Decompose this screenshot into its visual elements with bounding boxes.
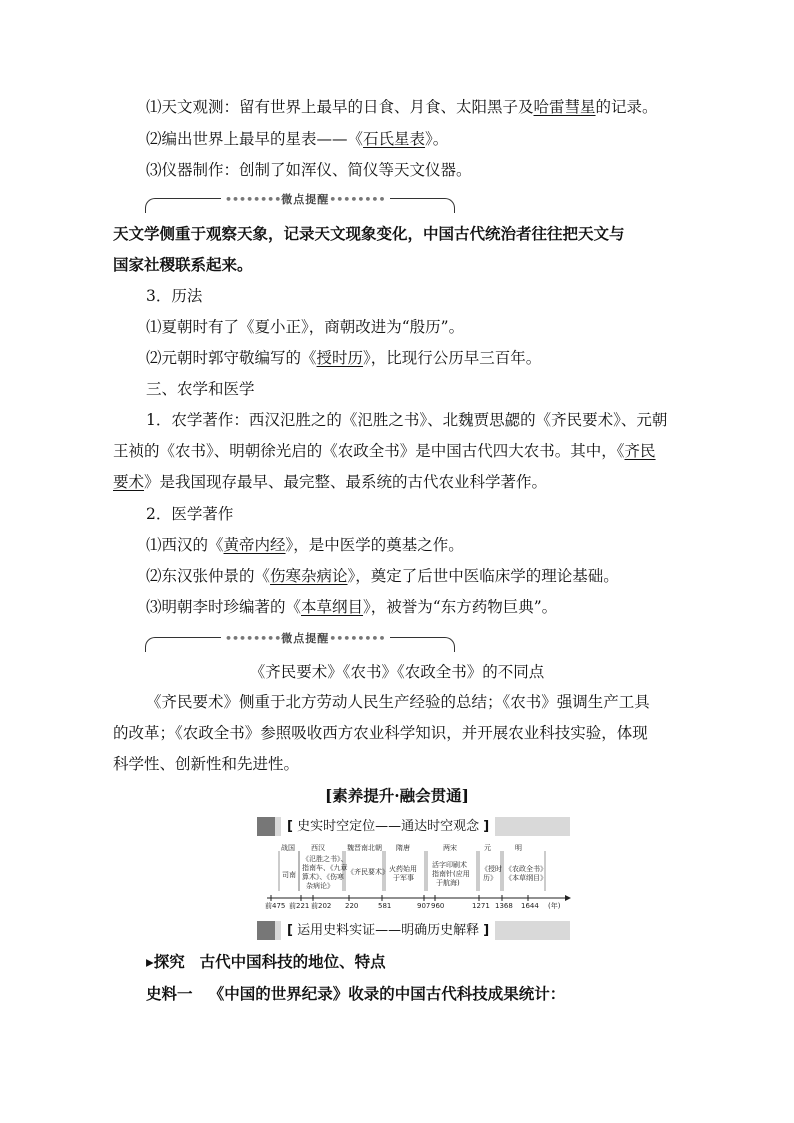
astronomy-item-3: ⑶仪器制作：创制了如浑仪、简仪等天文仪器。 (146, 161, 472, 179)
year-label: 907 (417, 902, 431, 910)
year-label: 581 (378, 902, 392, 910)
tip2-line-3: 科学性、创新性和先进性。 (113, 755, 300, 773)
banner-text: [ 运用史料实证——明确历史解释 ] (281, 921, 495, 940)
timeline-note: 指南针(应用 (432, 870, 470, 878)
timeline-note: 于航海) (436, 879, 460, 887)
era-label: 元 (484, 844, 491, 852)
star-catalog-term: 石氏星表 (363, 130, 426, 148)
tip-label: ••••••••微点提醒•••••••• (221, 630, 390, 646)
tip2-line-2: 的改革；《农政全书》参照吸收西方农业科学知识，并开展农业科技实验，体现 (113, 724, 648, 742)
shoushi-calendar-term: 授时历 (316, 349, 364, 367)
year-label: 220 (345, 902, 359, 910)
qimin-term-part2: 要术 (113, 473, 145, 491)
banner-sources (257, 921, 570, 940)
era-label: 明 (515, 844, 522, 852)
year-label: 前221 (289, 902, 310, 910)
year-label: 1644 (521, 902, 539, 910)
timeline-note: 《授时 (481, 865, 502, 873)
source-1: 史料一 《中国的世界纪录》收录的中国古代科技成果统计： (146, 984, 566, 1003)
timeline-note: 指南车、《九章 (302, 864, 348, 872)
year-label: 1271 (472, 902, 490, 910)
medicine-heading: 2．医学著作 (146, 505, 234, 523)
tip-header-1 (145, 191, 455, 209)
timeline-note: 司南 (282, 871, 296, 879)
astronomy-item-2: ⑵编出世界上最早的星表——《石氏星表》。 (146, 130, 449, 148)
tip1-line-2: 国家社稷联系起来。 (113, 255, 253, 274)
year-label: 前475 (265, 902, 286, 910)
calendar-item-2: ⑵元朝时郭守敬编写的《授时历》，比现行公历早三百年。 (146, 349, 542, 367)
timeline-note: 活字印刷术 (432, 861, 467, 869)
agri-line-1: 1．农学著作：西汉氾胜之的《氾胜之书》、北魏贾思勰的《齐民要术》、元朝 (146, 411, 668, 429)
banner-square (257, 817, 275, 836)
qimin-term-part1: 齐民 (624, 442, 656, 460)
huangdi-neijing-term: 黄帝内经 (223, 536, 286, 554)
medicine-item-2: ⑵东汉张仲景的《伤寒杂病论》，奠定了后世中医临床学的理论基础。 (146, 567, 619, 585)
era-label: 两宋 (443, 844, 457, 852)
medicine-item-1: ⑴西汉的《黄帝内经》，是中医学的奠基之作。 (146, 536, 464, 554)
astronomy-item-1: ⑴天文观测：留有世界上最早的日食、月食、太阳黑子及哈雷彗星的记录。 (146, 98, 658, 116)
tip2-title: 《齐民要术》《农书》《农政全书》的不同点 (249, 663, 545, 681)
era-label: 西汉 (311, 844, 325, 852)
timeline-diagram (265, 843, 575, 911)
timeline-note: 《氾胜之书》、 (302, 855, 348, 863)
tip-header-2 (145, 630, 455, 648)
banner-timeline (257, 817, 570, 836)
era-label: 隋唐 (396, 844, 410, 852)
year-label: 前202 (311, 902, 332, 910)
section-heading-3: 三、农学和医学 (146, 380, 255, 398)
bencao-gangmu-term: 本草纲目 (301, 598, 364, 616)
tip2-line-1: 《齐民要术》侧重于北方劳动人民生产经验的总结；《农书》强调生产工具 (146, 693, 650, 711)
timeline-note: 算术》、《伤寒 (302, 873, 344, 881)
explore-heading: ▸探究 古代中国科技的地位、特点 (146, 952, 386, 971)
year-label: 1368 (495, 902, 513, 910)
tip1-line-1: 天文学侧重于观察天象，记录天文现象变化，中国古代统治者往往把天文与 (113, 224, 625, 243)
timeline-note: 历》 (483, 874, 497, 882)
calendar-item-1: ⑴夏朝时有了《夏小正》，商朝改进为“殷历”。 (146, 318, 465, 336)
medicine-item-3: ⑶明朝李时珍编著的《本草纲目》，被誉为“东方药物巨典”。 (146, 598, 558, 616)
timeline-note: 于军事 (393, 874, 414, 882)
agri-line-2: 王祯的《农书》、明朝徐光启的《农政全书》是中国古代四大农书。其中，《齐民 (113, 442, 656, 460)
era-label: 魏晋南北朝 (347, 844, 382, 852)
timeline-note: 火药始用 (389, 865, 417, 873)
banner-square (257, 921, 275, 940)
timeline-note: 杂病论》 (306, 882, 334, 890)
agri-line-3: 要术》是我国现存最早、最完整、最系统的古代农业科学著作。 (113, 473, 548, 491)
year-unit: (年) (548, 902, 561, 910)
banner-text: [ 史实时空定位——通达时空观念 ] (281, 817, 495, 836)
timeline-note: 《本草纲目》 (505, 874, 547, 882)
era-label: 战国 (281, 844, 295, 852)
tip-label: ••••••••微点提醒•••••••• (221, 191, 390, 207)
timeline-note: 《齐民要术》 (347, 868, 389, 876)
halley-comet-term: 哈雷彗星 (533, 98, 596, 116)
year-label: 960 (431, 902, 445, 910)
timeline-note: 《农政全书》 (505, 865, 547, 873)
shanghan-term: 伤寒杂病论 (270, 567, 348, 585)
literacy-heading: [素养提升·融会贯通] (324, 786, 470, 805)
calendar-heading: 3．历法 (146, 287, 203, 305)
